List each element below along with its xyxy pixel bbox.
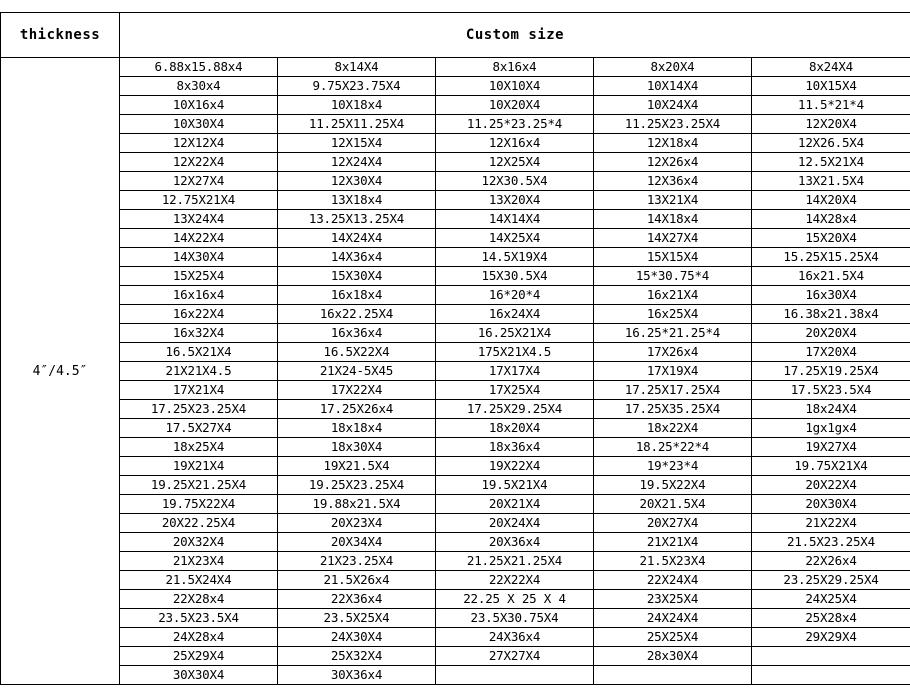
table-row <box>1 590 910 609</box>
size-cell: 18x18x4 <box>278 419 436 438</box>
size-cell: 20X30X4 <box>752 495 910 514</box>
header-row <box>1 13 910 58</box>
size-cell: 21X21X4.5 <box>120 362 278 381</box>
size-cell: 16x18x4 <box>278 286 436 305</box>
size-cell <box>752 647 910 666</box>
size-cell: 12X26x4 <box>594 153 752 172</box>
table-row <box>1 476 910 495</box>
size-cell: 21X23.25X4 <box>278 552 436 571</box>
size-cell: 17.5X23.5X4 <box>752 381 910 400</box>
size-cell: 12X12X4 <box>120 134 278 153</box>
table-row <box>1 533 910 552</box>
size-cell: 18x24X4 <box>752 400 910 419</box>
size-cell: 17.25X29.25X4 <box>436 400 594 419</box>
size-cell: 16x16x4 <box>120 286 278 305</box>
size-cell: 15X30.5X4 <box>436 267 594 286</box>
size-cell: 16x21.5X4 <box>752 267 910 286</box>
size-cell: 23.5X23.5X4 <box>120 609 278 628</box>
table-row <box>1 609 910 628</box>
size-cell: 16x22.25X4 <box>278 305 436 324</box>
size-cell: 17X19X4 <box>594 362 752 381</box>
table-row <box>1 381 910 400</box>
size-cell: 25X25X4 <box>594 628 752 647</box>
size-cell: 20X22X4 <box>752 476 910 495</box>
size-cell: 13X18x4 <box>278 191 436 210</box>
size-cell: 16x24X4 <box>436 305 594 324</box>
size-cell: 19.88x21.5X4 <box>278 495 436 514</box>
size-cell: 21X21X4 <box>594 533 752 552</box>
size-cell: 14X30X4 <box>120 248 278 267</box>
custom-size-header: Custom size <box>120 13 910 58</box>
size-cell: 16x36x4 <box>278 324 436 343</box>
table-row <box>1 362 910 381</box>
size-cell: 20X21.5X4 <box>594 495 752 514</box>
size-cell: 20X20X4 <box>752 324 910 343</box>
size-cell: 17.25X23.25X4 <box>120 400 278 419</box>
size-cell: 22X24X4 <box>594 571 752 590</box>
size-cell: 14X36x4 <box>278 248 436 267</box>
table-row <box>1 248 910 267</box>
size-cell: 17.25X26x4 <box>278 400 436 419</box>
size-cell <box>594 666 752 685</box>
size-cell: 17.25X35.25X4 <box>594 400 752 419</box>
size-cell: 19.25X23.25X4 <box>278 476 436 495</box>
size-cell: 1gx1gx4 <box>752 419 910 438</box>
size-cell: 18x22X4 <box>594 419 752 438</box>
size-cell: 19.75X22X4 <box>120 495 278 514</box>
size-cell: 17X25X4 <box>436 381 594 400</box>
size-cell <box>752 666 910 685</box>
size-cell: 14X24X4 <box>278 229 436 248</box>
table-row <box>1 514 910 533</box>
table-row <box>1 115 910 134</box>
size-cell: 11.25X11.25X4 <box>278 115 436 134</box>
size-cell: 20X23X4 <box>278 514 436 533</box>
table-row <box>1 571 910 590</box>
size-cell: 19X21.5X4 <box>278 457 436 476</box>
size-cell: 19.75X21X4 <box>752 457 910 476</box>
size-cell: 16.5X22X4 <box>278 343 436 362</box>
size-cell: 13.25X13.25X4 <box>278 210 436 229</box>
size-cell: 15.25X15.25X4 <box>752 248 910 267</box>
table-row <box>1 628 910 647</box>
size-cell: 14X25X4 <box>436 229 594 248</box>
size-cell: 24X30X4 <box>278 628 436 647</box>
size-cell: 10X15X4 <box>752 77 910 96</box>
size-cell: 11.5*21*4 <box>752 96 910 115</box>
size-cell: 17.25X19.25X4 <box>752 362 910 381</box>
size-cell: 11.25*23.25*4 <box>436 115 594 134</box>
size-cell: 20X24X4 <box>436 514 594 533</box>
size-cell: 10X10X4 <box>436 77 594 96</box>
size-cell: 21.25X21.25X4 <box>436 552 594 571</box>
table-row <box>1 267 910 286</box>
table-row <box>1 172 910 191</box>
size-cell: 23.5X25X4 <box>278 609 436 628</box>
custom-size-table <box>0 12 910 685</box>
size-cell: 13X24X4 <box>120 210 278 229</box>
size-cell: 12X22X4 <box>120 153 278 172</box>
size-cell: 18x36x4 <box>436 438 594 457</box>
size-cell: 22X28x4 <box>120 590 278 609</box>
size-cell: 24X28x4 <box>120 628 278 647</box>
size-cell: 30X30X4 <box>120 666 278 685</box>
size-cell: 25X29X4 <box>120 647 278 666</box>
size-cell: 8x20X4 <box>594 58 752 77</box>
size-cell: 20X21X4 <box>436 495 594 514</box>
size-cell: 23.5X30.75X4 <box>436 609 594 628</box>
size-cell: 8x24X4 <box>752 58 910 77</box>
size-cell: 12X20X4 <box>752 115 910 134</box>
size-cell: 13X20X4 <box>436 191 594 210</box>
size-cell: 21.5X23.25X4 <box>752 533 910 552</box>
table-row <box>1 191 910 210</box>
size-cell: 24X25X4 <box>752 590 910 609</box>
table-row <box>1 305 910 324</box>
size-cell: 17.25X17.25X4 <box>594 381 752 400</box>
size-cell: 23X25X4 <box>594 590 752 609</box>
size-cell: 10X18x4 <box>278 96 436 115</box>
thickness-header: thickness <box>1 13 120 58</box>
size-cell: 16.38x21.38x4 <box>752 305 910 324</box>
size-cell: 19*23*4 <box>594 457 752 476</box>
size-cell: 30X36x4 <box>278 666 436 685</box>
size-cell: 17X21X4 <box>120 381 278 400</box>
size-cell: 10X16x4 <box>120 96 278 115</box>
table-row <box>1 666 910 685</box>
size-cell: 27X27X4 <box>436 647 594 666</box>
size-cell: 20X36x4 <box>436 533 594 552</box>
size-cell: 15X30X4 <box>278 267 436 286</box>
size-cell: 20X32X4 <box>120 533 278 552</box>
size-cell: 21.5X26x4 <box>278 571 436 590</box>
size-cell: 15X20X4 <box>752 229 910 248</box>
size-cell: 12X36x4 <box>594 172 752 191</box>
table-row <box>1 96 910 115</box>
table-row <box>1 495 910 514</box>
size-cell: 14X18x4 <box>594 210 752 229</box>
size-cell: 8x16x4 <box>436 58 594 77</box>
size-cell: 13X21.5X4 <box>752 172 910 191</box>
size-cell: 25X32X4 <box>278 647 436 666</box>
size-cell: 19X21X4 <box>120 457 278 476</box>
size-cell: 17.5X27X4 <box>120 419 278 438</box>
size-cell: 22X36x4 <box>278 590 436 609</box>
size-cell: 21X24-5X45 <box>278 362 436 381</box>
size-cell: 10X30X4 <box>120 115 278 134</box>
size-cell: 20X27X4 <box>594 514 752 533</box>
size-cell: 16.25*21.25*4 <box>594 324 752 343</box>
size-cell: 12X15X4 <box>278 134 436 153</box>
size-cell: 19.25X21.25X4 <box>120 476 278 495</box>
size-cell: 14X27X4 <box>594 229 752 248</box>
size-cell: 14X14X4 <box>436 210 594 229</box>
size-cell: 16x32X4 <box>120 324 278 343</box>
size-cell: 16.25X21X4 <box>436 324 594 343</box>
size-table-body <box>1 58 910 685</box>
table-row <box>1 400 910 419</box>
size-cell: 12X30.5X4 <box>436 172 594 191</box>
size-cell: 23.25X29.25X4 <box>752 571 910 590</box>
size-cell: 19.5X22X4 <box>594 476 752 495</box>
size-cell: 12.75X21X4 <box>120 191 278 210</box>
size-cell: 22.25 X 25 X 4 <box>436 590 594 609</box>
table-row <box>1 153 910 172</box>
size-cell: 12X16x4 <box>436 134 594 153</box>
size-cell: 21.5X24X4 <box>120 571 278 590</box>
size-cell: 28x30X4 <box>594 647 752 666</box>
size-cell: 15X25X4 <box>120 267 278 286</box>
size-cell: 21X23X4 <box>120 552 278 571</box>
size-cell: 12X25X4 <box>436 153 594 172</box>
size-cell: 17X20X4 <box>752 343 910 362</box>
size-cell: 8x30x4 <box>120 77 278 96</box>
size-cell: 12X18x4 <box>594 134 752 153</box>
table-row <box>1 134 910 153</box>
size-cell: 22X22X4 <box>436 571 594 590</box>
size-cell: 11.25X23.25X4 <box>594 115 752 134</box>
size-cell: 9.75X23.75X4 <box>278 77 436 96</box>
size-cell: 10X14X4 <box>594 77 752 96</box>
size-cell: 12X26.5X4 <box>752 134 910 153</box>
size-cell: 17X17X4 <box>436 362 594 381</box>
size-cell: 24X24X4 <box>594 609 752 628</box>
size-cell: 10X24X4 <box>594 96 752 115</box>
size-cell: 18x30X4 <box>278 438 436 457</box>
table-row <box>1 210 910 229</box>
size-cell: 18x20X4 <box>436 419 594 438</box>
table-row <box>1 229 910 248</box>
size-cell: 22X26x4 <box>752 552 910 571</box>
size-cell: 19X22X4 <box>436 457 594 476</box>
size-cell: 12.5X21X4 <box>752 153 910 172</box>
table-row <box>1 457 910 476</box>
size-cell: 19X27X4 <box>752 438 910 457</box>
size-cell: 24X36x4 <box>436 628 594 647</box>
size-cell: 20X22.25X4 <box>120 514 278 533</box>
size-cell: 14X20X4 <box>752 191 910 210</box>
size-cell: 13X21X4 <box>594 191 752 210</box>
size-cell: 16.5X21X4 <box>120 343 278 362</box>
table-row <box>1 286 910 305</box>
size-cell: 19.5X21X4 <box>436 476 594 495</box>
table-row <box>1 419 910 438</box>
size-cell: 12X24X4 <box>278 153 436 172</box>
table-row <box>1 324 910 343</box>
size-cell <box>436 666 594 685</box>
size-cell: 16*20*4 <box>436 286 594 305</box>
size-cell: 15*30.75*4 <box>594 267 752 286</box>
size-cell: 17X22X4 <box>278 381 436 400</box>
table-row <box>1 647 910 666</box>
table-row <box>1 552 910 571</box>
thickness-value: 4″/4.5″ <box>1 58 120 685</box>
size-cell: 25X28x4 <box>752 609 910 628</box>
size-cell: 29X29X4 <box>752 628 910 647</box>
size-cell: 21.5X23X4 <box>594 552 752 571</box>
size-cell: 16x22X4 <box>120 305 278 324</box>
size-cell: 16x25X4 <box>594 305 752 324</box>
table-row <box>1 77 910 96</box>
table-row <box>1 58 910 77</box>
table-row <box>1 343 910 362</box>
size-cell: 21X22X4 <box>752 514 910 533</box>
size-cell: 20X34X4 <box>278 533 436 552</box>
size-cell: 14.5X19X4 <box>436 248 594 267</box>
size-cell: 175X21X4.5 <box>436 343 594 362</box>
size-cell: 10X20X4 <box>436 96 594 115</box>
size-cell: 14X22X4 <box>120 229 278 248</box>
size-cell: 18x25X4 <box>120 438 278 457</box>
size-cell: 14X28x4 <box>752 210 910 229</box>
size-cell: 16x30X4 <box>752 286 910 305</box>
size-cell: 18.25*22*4 <box>594 438 752 457</box>
size-sheet <box>0 12 910 685</box>
size-cell: 6.88x15.88x4 <box>120 58 278 77</box>
size-cell: 15X15X4 <box>594 248 752 267</box>
size-cell: 12X27X4 <box>120 172 278 191</box>
size-cell: 17X26x4 <box>594 343 752 362</box>
size-cell: 12X30X4 <box>278 172 436 191</box>
size-cell: 8x14X4 <box>278 58 436 77</box>
size-cell: 16x21X4 <box>594 286 752 305</box>
table-row <box>1 438 910 457</box>
